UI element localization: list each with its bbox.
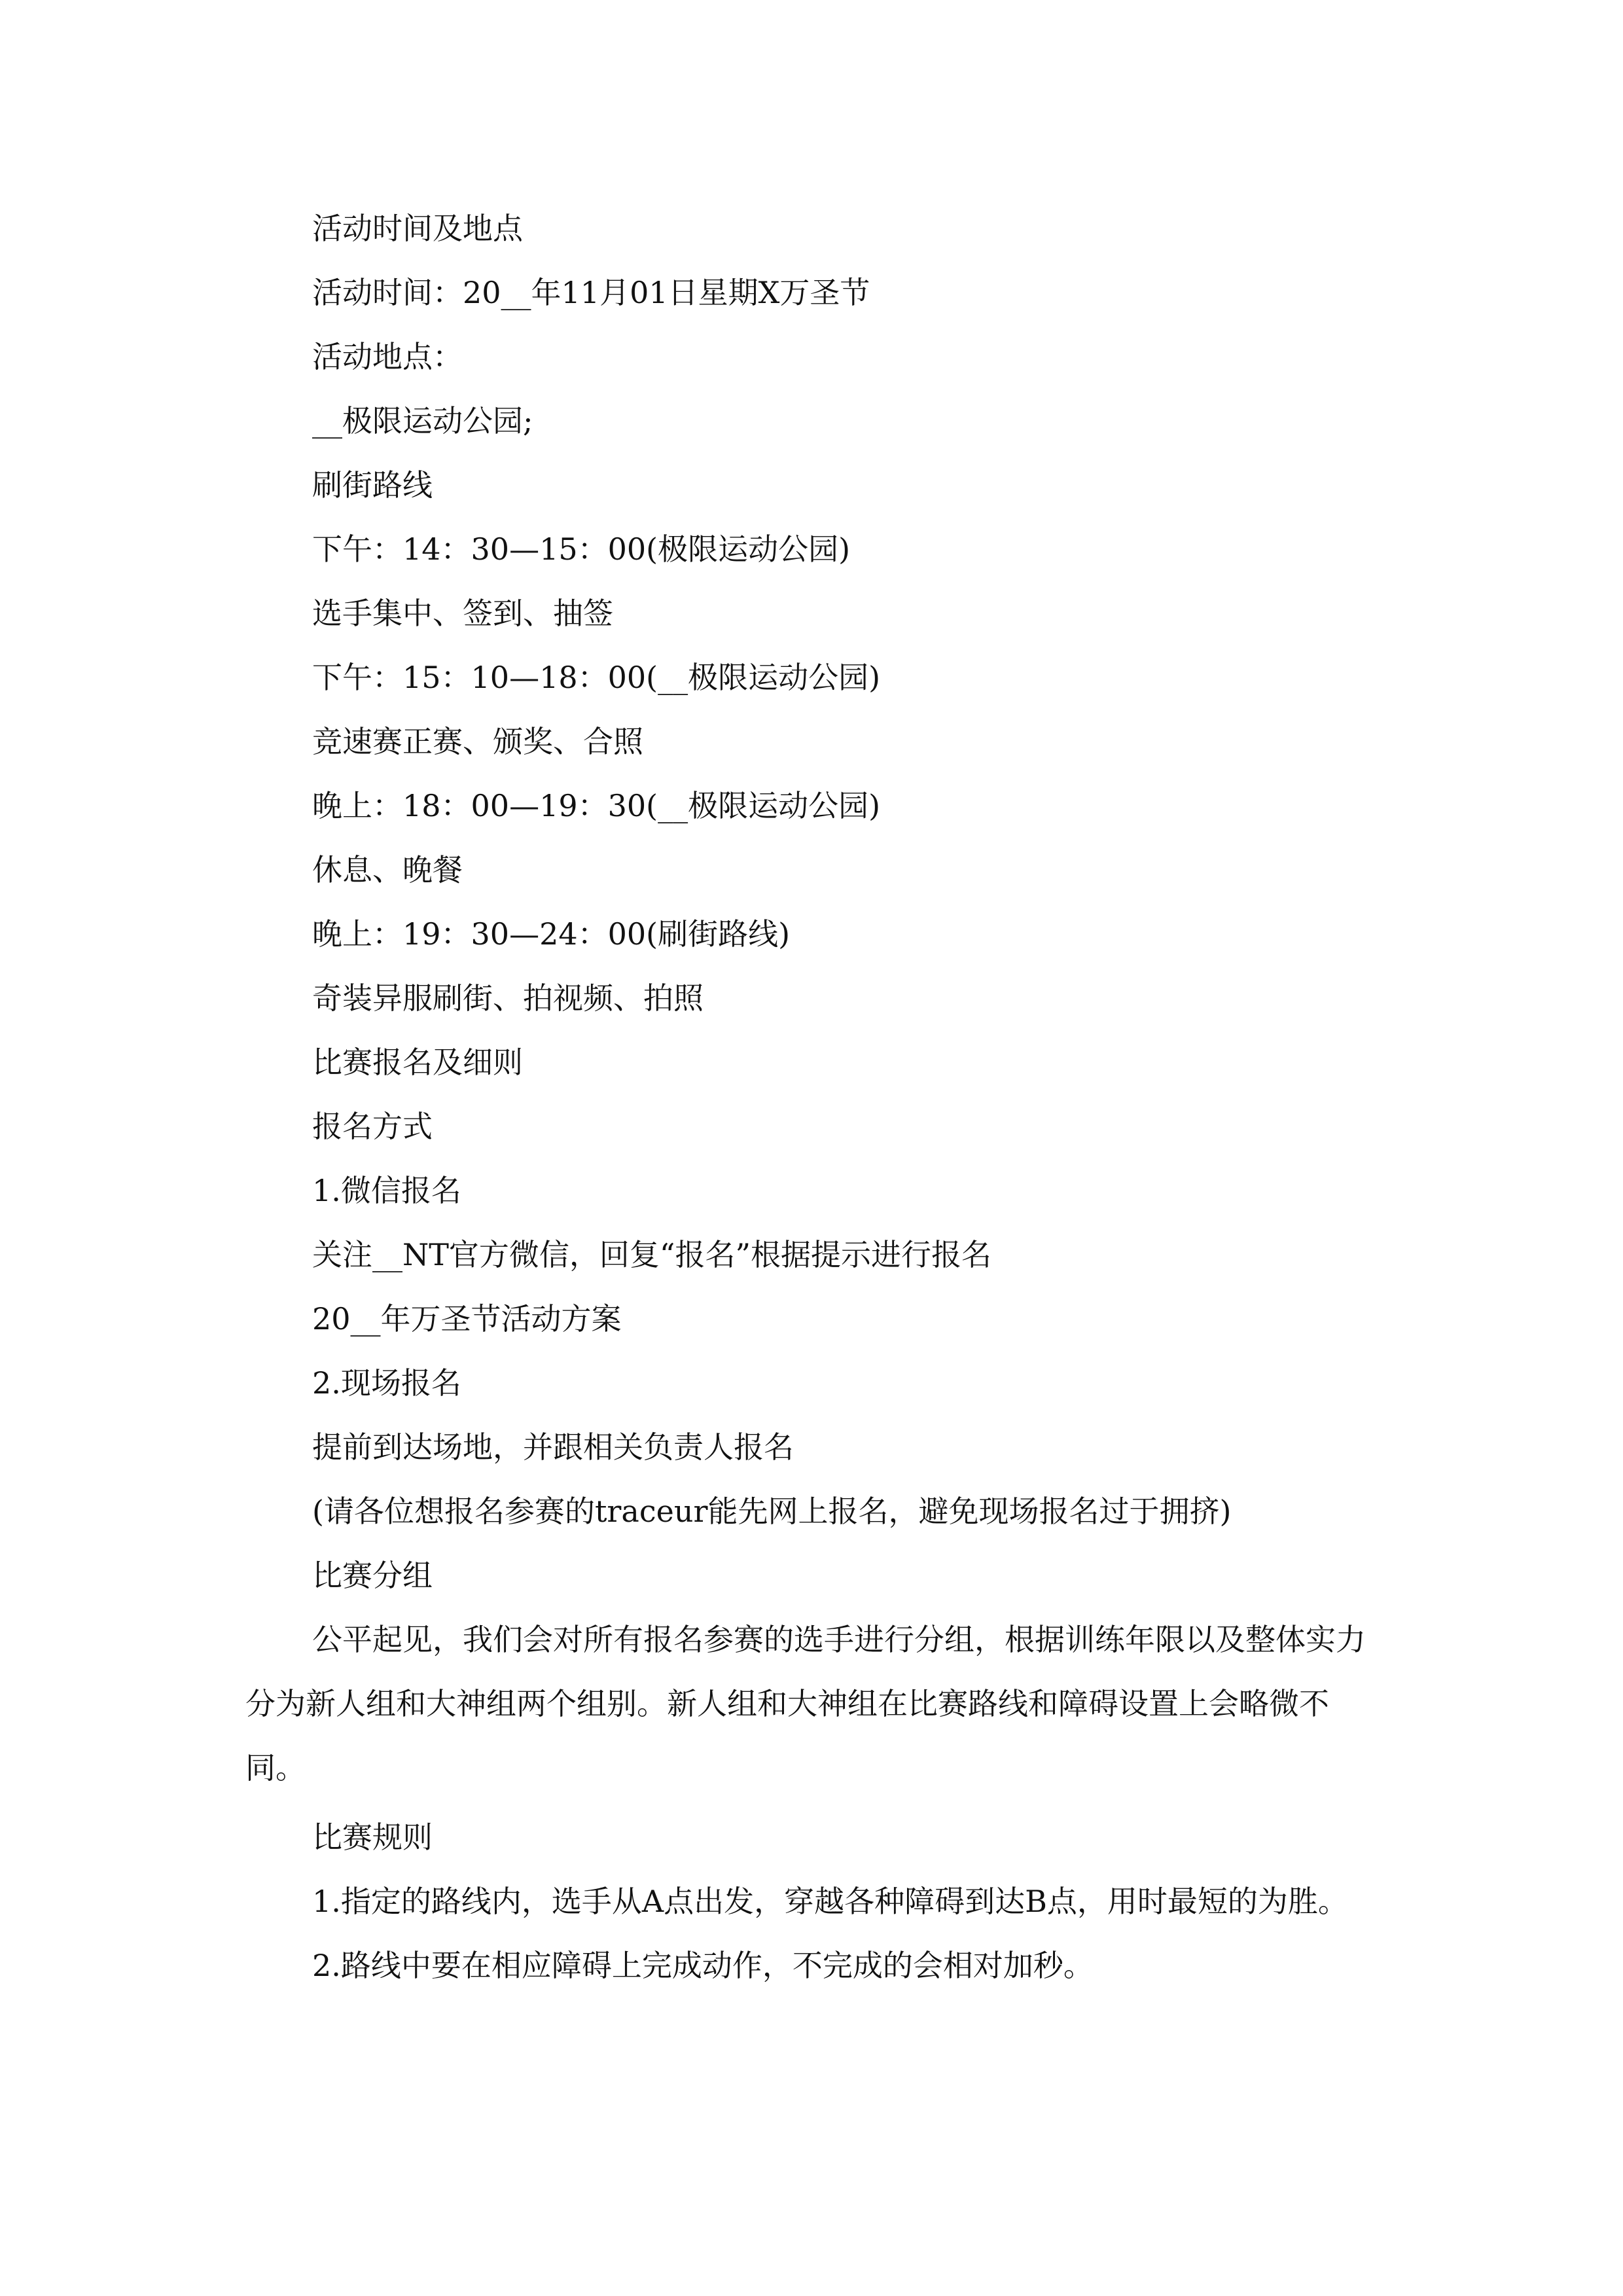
schedule-item-1-desc: 选手集中、签到、抽签	[312, 596, 613, 631]
section-heading-registration: 比赛报名及细则	[312, 1045, 523, 1080]
rule-1-paragraph: 1.指定的路线内，选手从A点出发，穿越各种障碍到达B点，用时最短的为胜。	[312, 1884, 1348, 1919]
event-time: 活动时间：20__年11月01日星期X万圣节	[312, 275, 870, 310]
registration-onsite: 2.现场报名	[312, 1365, 461, 1401]
section-heading-rules: 比赛规则	[312, 1820, 433, 1855]
event-place-value: __极限运动公园;	[312, 403, 533, 439]
document-body	[245, 196, 1384, 1998]
grouping-paragraph: 公平起见，我们会对所有报名参赛的选手进行分组，根据训练年限以及整体实力分为新人组和大神组两个组别。新人组和大神组在比赛路线和障碍设置上会略微不同。	[245, 1622, 1366, 1785]
spacer	[245, 1800, 1384, 1805]
document-title-line: 20__年万圣节活动方案	[312, 1301, 622, 1336]
schedule-item-4-time: 晚上：19：30—24：00(刷街路线)	[312, 916, 791, 952]
schedule-item-3-time: 晚上：18：00—19：30(__极限运动公园)	[312, 788, 881, 823]
schedule-item-2-time: 下午：15：10—18：00(__极限运动公园)	[312, 660, 881, 695]
event-place-label: 活动地点：	[312, 339, 463, 374]
registration-wechat: 1.微信报名	[312, 1173, 461, 1208]
schedule-item-2-desc: 竞速赛正赛、颁奖、合照	[312, 724, 643, 759]
schedule-item-3-desc: 休息、晚餐	[312, 852, 463, 888]
registration-wechat-desc: 关注__NT官方微信，回复“报名”根据提示进行报名	[312, 1237, 991, 1272]
schedule-item-1-time: 下午：14：30—15：00(极限运动公园)	[312, 531, 851, 567]
section-heading-time-place: 活动时间及地点	[312, 211, 523, 246]
registration-methods-heading: 报名方式	[312, 1109, 433, 1144]
rule-2-paragraph: 2.路线中要在相应障碍上完成动作，不完成的会相对加秒。	[312, 1948, 1094, 1983]
section-heading-grouping: 比赛分组	[312, 1558, 433, 1593]
registration-note: (请各位想报名参赛的traceur能先网上报名，避免现场报名过于拥挤)	[312, 1494, 1232, 1529]
schedule-item-4-desc: 奇装异服刷街、拍视频、拍照	[312, 980, 704, 1016]
registration-onsite-desc: 提前到达场地，并跟相关负责人报名	[312, 1429, 794, 1465]
route-heading: 刷街路线	[312, 467, 433, 503]
